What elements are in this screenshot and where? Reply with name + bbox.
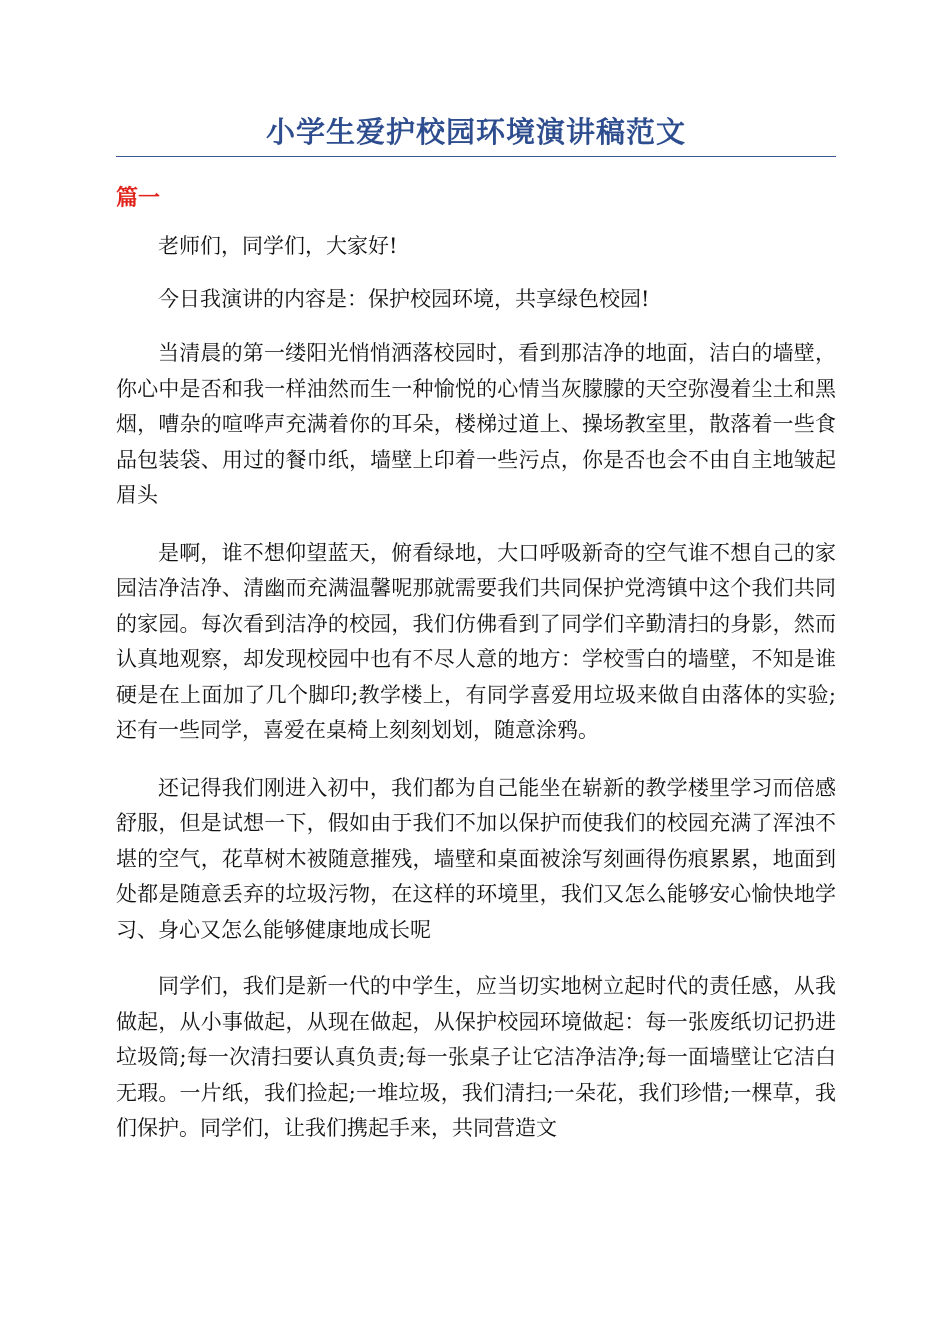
section-heading: 篇一	[116, 186, 161, 211]
document-title: 小学生爱护校园环境演讲稿范文	[265, 115, 686, 149]
paragraph-morning-scene: 当清晨的第一缕阳光悄悄洒落校园时，看到那洁净的地面，洁白的墙壁，你心中是否和我一样油然而生一种愉悦的心情当灰朦朦的天空弥漫着尘土和黑烟，嘈杂的喧哗声充满着你的耳朵，楼梯过道上、操场教室里，散落着一些食品包装袋、用过的餐巾纸，墙壁上印着一些污点，你是否也会不由自主地皱起眉头	[116, 341, 836, 507]
paragraph-topic: 今日我演讲的内容是：保护校园环境，共享绿色校园!	[158, 286, 650, 311]
paragraph-observation: 是啊，谁不想仰望蓝天，俯看绿地，大口呼吸新奇的空气谁不想自己的家园洁净洁净、清幽而充满温馨呢那就需要我们共同保护党湾镇中这个我们共同的家园。每次看到洁净的校园，我们仿佛看到了同学们辛勤清扫的身影，然而认真地观察，却发现校园中也有不尽人意的地方：学校雪白的墙壁，不知是谁硬是在上面加了几个脚印;教学楼上，有同学喜爱用垃圾来做自由落体的实验;还有一些同学，喜爱在桌椅上刻刻划划，随意涂鸦。	[116, 540, 836, 742]
paragraph-greeting: 老师们，同学们，大家好!	[158, 234, 398, 258]
title-underline-rule	[116, 156, 836, 157]
paragraph-reflection: 还记得我们刚进入初中，我们都为自己能坐在崭新的教学楼里学习而倍感舒服，但是试想一下，假如由于我们不加以保护而使我们的校园充满了浑浊不堪的空气，花草树木被随意摧残，墙壁和桌面被涂写刻画得伤痕累累，地面到处都是随意丢弃的垃圾污物，在这样的环境里，我们又怎么能够安心愉快地学习、身心又怎么能够健康地成长呢	[116, 775, 836, 942]
paragraph-call-to-action: 同学们，我们是新一代的中学生，应当切实地树立起时代的责任感，从我做起，从小事做起，从现在做起，从保护校园环境做起：每一张废纸切记扔进垃圾筒;每一次清扫要认真负责;每一张桌子让它洁净洁净;每一面墙壁让它洁白无瑕。一片纸，我们捡起;一堆垃圾，我们清扫;一朵花，我们珍惜;一棵草，我们保护。同学们，让我们携起手来，共同营造文	[116, 974, 836, 1140]
document-page	[116, 112, 836, 1147]
